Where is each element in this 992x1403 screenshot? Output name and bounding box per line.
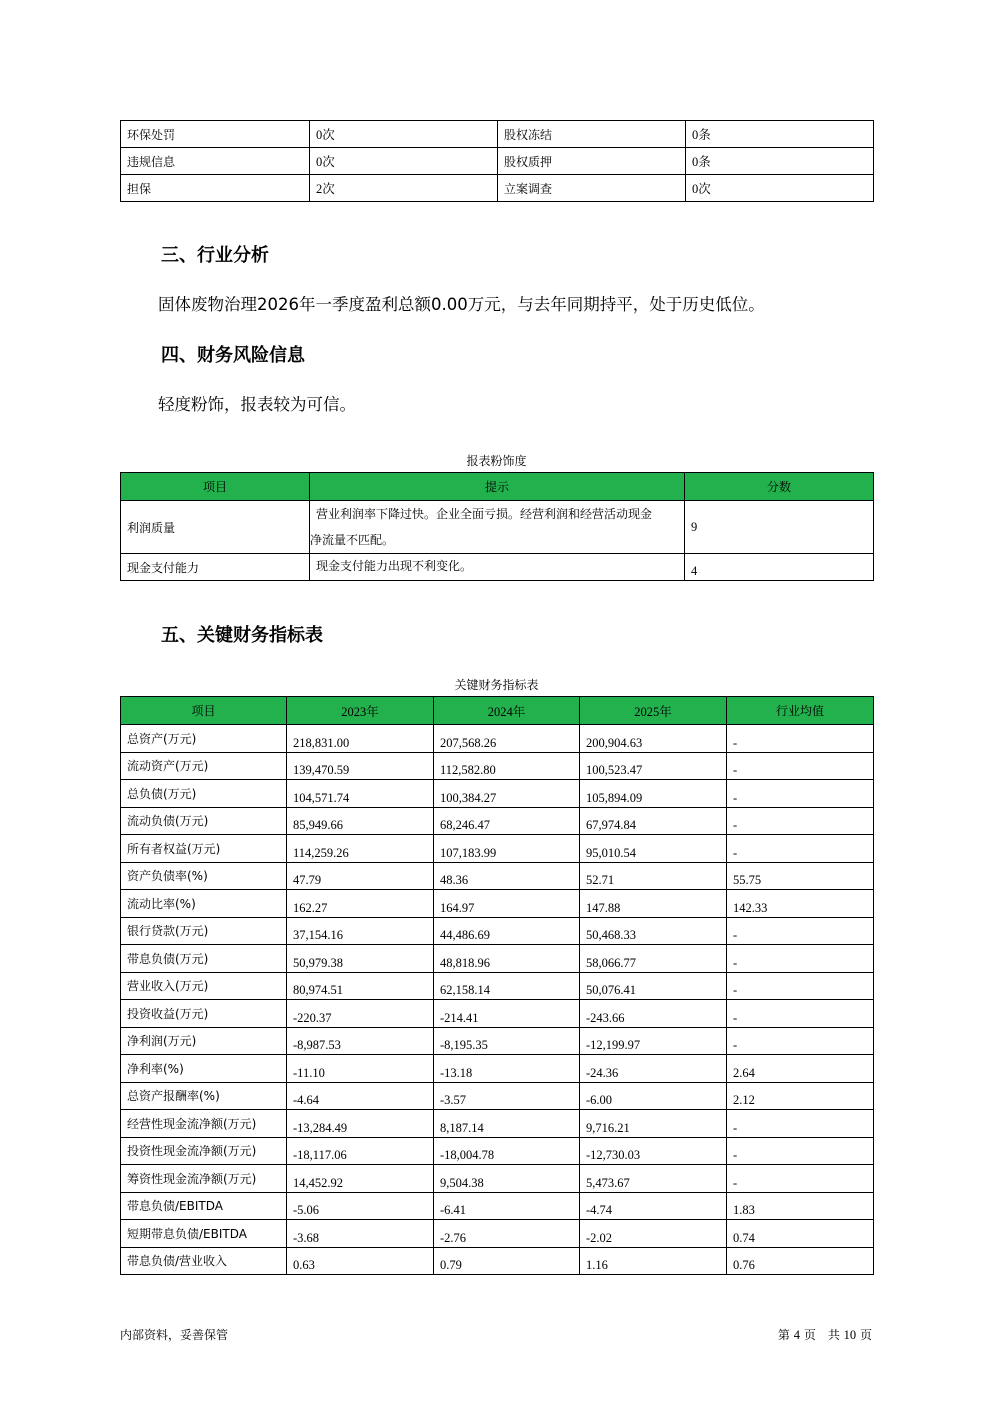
table-row: [121, 945, 874, 973]
metric-value: 147.88: [580, 890, 727, 918]
metric-value: 95,010.54: [580, 835, 727, 863]
table-row: [121, 121, 874, 148]
metric-value: 50,076.41: [580, 972, 727, 1000]
metric-label: 流动资产(万元): [121, 752, 287, 780]
metric-value: -3.57: [434, 1082, 580, 1110]
risk-value: 0次: [310, 148, 498, 175]
metric-value: 107,183.99: [434, 835, 580, 863]
table-row: [121, 554, 874, 581]
metric-value: -12,199.97: [580, 1027, 727, 1055]
table-row: [121, 890, 874, 918]
table-row: [121, 917, 874, 945]
page-total: 10: [843, 1328, 857, 1342]
metric-label: 投资收益(万元): [121, 1000, 287, 1028]
table-row: [121, 1000, 874, 1028]
metric-value: 48,818.96: [434, 945, 580, 973]
metric-value: -8,987.53: [287, 1027, 434, 1055]
metric-label: 总负债(万元): [121, 780, 287, 808]
metric-value: -2.02: [580, 1220, 727, 1248]
table-row: [121, 862, 874, 890]
metric-label: 流动比率(%): [121, 890, 287, 918]
metric-value: 37,154.16: [287, 917, 434, 945]
footer-page-number: [778, 1326, 872, 1343]
metric-value: 85,949.66: [287, 807, 434, 835]
table-row: [121, 1220, 874, 1248]
metric-label: 总资产报酬率(%): [121, 1082, 287, 1110]
metric-value: -13,284.49: [287, 1110, 434, 1138]
header-score: 分数: [685, 473, 874, 501]
metric-value: -12,730.03: [580, 1137, 727, 1165]
table-row: [121, 1137, 874, 1165]
metric-value: -: [727, 972, 874, 1000]
metric-value: -8,195.35: [434, 1027, 580, 1055]
risk-value: 2次: [310, 175, 498, 202]
metric-label: 银行贷款(万元): [121, 917, 287, 945]
metric-value: -: [727, 725, 874, 753]
metric-value: -214.41: [434, 1000, 580, 1028]
metric-value: 2.64: [727, 1055, 874, 1083]
metric-value: -220.37: [287, 1000, 434, 1028]
header-hint: 提示: [310, 473, 685, 501]
metric-label: 筹资性现金流净额(万元): [121, 1165, 287, 1193]
metric-value: 200,904.63: [580, 725, 727, 753]
metric-value: 0.63: [287, 1247, 434, 1275]
metric-value: 44,486.69: [434, 917, 580, 945]
metric-value: 1.83: [727, 1192, 874, 1220]
metric-value: -: [727, 1137, 874, 1165]
metric-value: 207,568.26: [434, 725, 580, 753]
risk-value: 0条: [686, 121, 874, 148]
metric-label: 流动负债(万元): [121, 807, 287, 835]
metric-value: 50,979.38: [287, 945, 434, 973]
column-header: 2024年: [434, 697, 580, 725]
metric-label: 总资产(万元): [121, 725, 287, 753]
metric-value: 0.74: [727, 1220, 874, 1248]
embellish-table: [120, 472, 874, 581]
hint-cell: 现金支付能力出现不利变化。: [310, 554, 685, 581]
metric-value: 104,571.74: [287, 780, 434, 808]
table-row: [121, 1055, 874, 1083]
metric-label: 营业收入(万元): [121, 972, 287, 1000]
table-row: [121, 780, 874, 808]
industry-analysis-text: 固体废物治理2026年一季度盈利总额0.00万元，与去年同期持平，处于历史低位。: [158, 295, 765, 314]
risk-label: 立案调查: [498, 175, 686, 202]
metric-value: -6.41: [434, 1192, 580, 1220]
metric-value: -4.74: [580, 1192, 727, 1220]
column-header: 2025年: [580, 697, 727, 725]
table-row: [121, 1082, 874, 1110]
metric-value: -: [727, 1000, 874, 1028]
metric-value: 142.33: [727, 890, 874, 918]
hint-line: 营业利润率下降过快。企业全面亏损。经营利润和经营活动现金: [316, 507, 653, 521]
table-row: [121, 807, 874, 835]
metric-value: 100,523.47: [580, 752, 727, 780]
risk-value: 0条: [686, 148, 874, 175]
metric-value: 67,974.84: [580, 807, 727, 835]
table-row: [121, 1165, 874, 1193]
metric-value: -24.36: [580, 1055, 727, 1083]
metric-value: 55.75: [727, 862, 874, 890]
section-heading-industry-analysis: 三、行业分析: [161, 245, 269, 266]
item-cell: 利润质量: [121, 501, 310, 554]
score-cell: 9: [685, 501, 874, 554]
metric-label: 净利率(%): [121, 1055, 287, 1083]
hint-cell: [310, 501, 685, 554]
item-cell: 现金支付能力: [121, 554, 310, 581]
score-cell: 4: [685, 554, 874, 581]
metric-label: 带息负债/营业收入: [121, 1247, 287, 1275]
metric-value: 162.27: [287, 890, 434, 918]
metric-value: -: [727, 1165, 874, 1193]
embellish-table-caption: 报表粉饰度: [466, 454, 527, 468]
metric-value: -: [727, 807, 874, 835]
metric-value: 114,259.26: [287, 835, 434, 863]
risk-label: 违规信息: [121, 148, 310, 175]
page-prefix: 第: [777, 1328, 790, 1342]
column-header: 项目: [121, 697, 287, 725]
metric-value: 58,066.77: [580, 945, 727, 973]
risk-value: 0次: [686, 175, 874, 202]
metric-value: 47.79: [287, 862, 434, 890]
risk-label: 担保: [121, 175, 310, 202]
column-header: 行业均值: [727, 697, 874, 725]
metric-value: -: [727, 780, 874, 808]
table-row: [121, 175, 874, 202]
metric-value: 0.79: [434, 1247, 580, 1275]
metric-value: 164.97: [434, 890, 580, 918]
metric-value: -: [727, 1110, 874, 1138]
metric-value: -6.00: [580, 1082, 727, 1110]
table-row: [121, 725, 874, 753]
metric-value: 112,582.80: [434, 752, 580, 780]
page-suffix: 页: [859, 1328, 872, 1342]
table-row: [121, 835, 874, 863]
hint-line: 净流量不匹配。: [310, 533, 395, 547]
risk-value: 0次: [310, 121, 498, 148]
metric-label: 所有者权益(万元): [121, 835, 287, 863]
metric-value: 8,187.14: [434, 1110, 580, 1138]
table-row: [121, 1027, 874, 1055]
metric-value: 68,246.47: [434, 807, 580, 835]
metric-value: -4.64: [287, 1082, 434, 1110]
metric-value: 105,894.09: [580, 780, 727, 808]
metric-value: 9,716.21: [580, 1110, 727, 1138]
metric-value: 80,974.51: [287, 972, 434, 1000]
metric-value: 1.16: [580, 1247, 727, 1275]
metric-value: -: [727, 917, 874, 945]
risk-label: 环保处罚: [121, 121, 310, 148]
metric-label: 带息负债(万元): [121, 945, 287, 973]
table-row: [121, 1247, 874, 1275]
fin-table-caption: 关键财务指标表: [454, 678, 539, 692]
metric-value: -: [727, 945, 874, 973]
risk-summary-table: [120, 120, 874, 202]
footer-confidential: 内部资料，妥善保管: [120, 1328, 229, 1342]
table-row: [121, 1192, 874, 1220]
metric-value: -: [727, 835, 874, 863]
metric-label: 带息负债/EBITDA: [121, 1192, 287, 1220]
table-row: [121, 148, 874, 175]
metric-value: 50,468.33: [580, 917, 727, 945]
risk-label: 股权质押: [498, 148, 686, 175]
metric-value: -2.76: [434, 1220, 580, 1248]
metric-value: -: [727, 752, 874, 780]
key-financial-table: [120, 696, 874, 1275]
metric-value: 14,452.92: [287, 1165, 434, 1193]
metric-label: 投资性现金流净额(万元): [121, 1137, 287, 1165]
column-header: 2023年: [287, 697, 434, 725]
metric-value: 5,473.67: [580, 1165, 727, 1193]
table-row: [121, 972, 874, 1000]
table-row: [121, 752, 874, 780]
metric-value: -5.06: [287, 1192, 434, 1220]
metric-value: 62,158.14: [434, 972, 580, 1000]
metric-value: -3.68: [287, 1220, 434, 1248]
metric-value: 0.76: [727, 1247, 874, 1275]
metric-value: -243.66: [580, 1000, 727, 1028]
metric-value: 139,470.59: [287, 752, 434, 780]
page-current: 4: [793, 1328, 800, 1342]
section-heading-key-indicators: 五、关键财务指标表: [161, 625, 323, 646]
metric-value: 48.36: [434, 862, 580, 890]
risk-label: 股权冻结: [498, 121, 686, 148]
metric-label: 经营性现金流净额(万元): [121, 1110, 287, 1138]
metric-label: 短期带息负债/EBITDA: [121, 1220, 287, 1248]
metric-value: 218,831.00: [287, 725, 434, 753]
financial-risk-text: 轻度粉饰，报表较为可信。: [158, 395, 356, 414]
metric-value: -18,117.06: [287, 1137, 434, 1165]
metric-value: 52.71: [580, 862, 727, 890]
metric-label: 资产负债率(%): [121, 862, 287, 890]
header-item: 项目: [121, 473, 310, 501]
metric-value: 9,504.38: [434, 1165, 580, 1193]
metric-value: -13.18: [434, 1055, 580, 1083]
metric-value: -11.10: [287, 1055, 434, 1083]
metric-label: 净利润(万元): [121, 1027, 287, 1055]
metric-value: 2.12: [727, 1082, 874, 1110]
metric-value: -: [727, 1027, 874, 1055]
table-row: [121, 1110, 874, 1138]
metric-value: -18,004.78: [434, 1137, 580, 1165]
page-mid: 页 共: [803, 1328, 840, 1342]
section-heading-financial-risk: 四、财务风险信息: [161, 345, 305, 366]
metric-value: 100,384.27: [434, 780, 580, 808]
table-row: [121, 501, 874, 554]
